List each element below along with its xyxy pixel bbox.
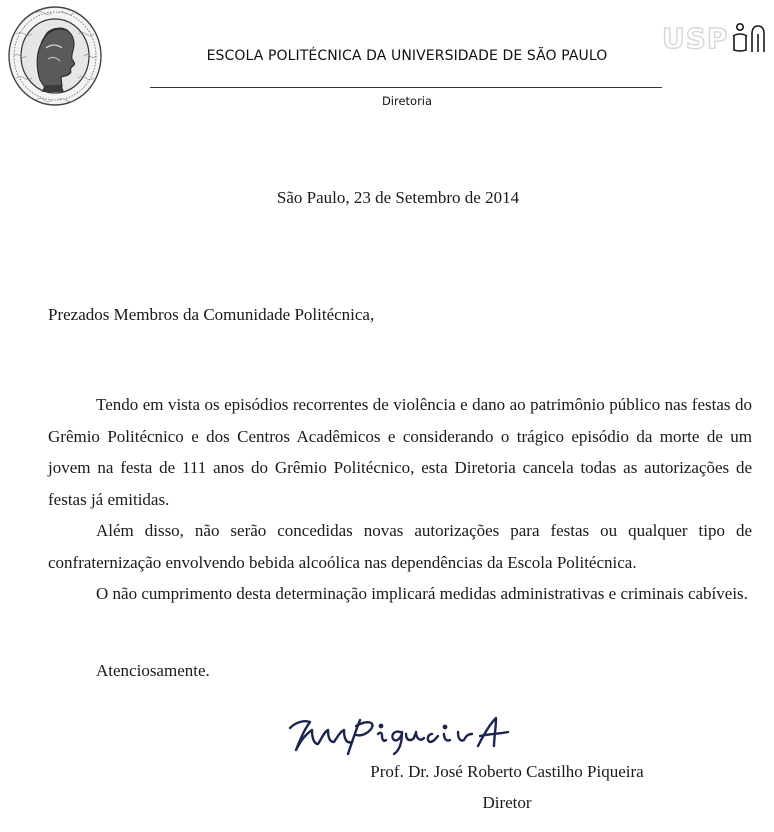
usp-logo-text: USP	[662, 22, 729, 55]
signer-name: Prof. Dr. José Roberto Castilho Piqueira	[370, 762, 644, 781]
letter-body	[48, 389, 752, 610]
header-divider	[150, 87, 662, 88]
letter-salutation: Prezados Membros da Comunidade Politécnica,	[48, 305, 375, 324]
institution-name: ESCOLA POLITÉCNICA DA UNIVERSIDADE DE SÃO PAULO	[206, 48, 608, 64]
letter-closing: Atenciosamente.	[96, 661, 210, 680]
body-paragraph: Além disso, não serão concedidas novas autorizações para festas ou qualquer tipo de confraternização envolvendo bebida alcoólica nas dependências da Escola Politécnica.	[48, 521, 752, 572]
handwritten-signature	[282, 710, 522, 760]
signer-role: Diretor	[482, 793, 532, 812]
letter-date: São Paulo, 23 de Setembro de 2014	[276, 188, 520, 207]
body-paragraph: Tendo em vista os episódios recorrentes de violência e dano ao patrimônio público nas festas do Grêmio Politécnico e dos Centros Acadêmicos e considerando o trágico episódio da morte de um jovem na festa de 111 anos do Grêmio Politécnico, esta Diretoria cancela todas as autorizações de festas já emitidas.	[48, 395, 752, 509]
body-paragraph: O não cumprimento desta determinação implicará medidas administrativas e criminais cabíveis.	[96, 584, 748, 603]
department-name: Diretoria	[381, 94, 433, 108]
signature-handwriting: JRCPiqueira	[282, 710, 288, 711]
